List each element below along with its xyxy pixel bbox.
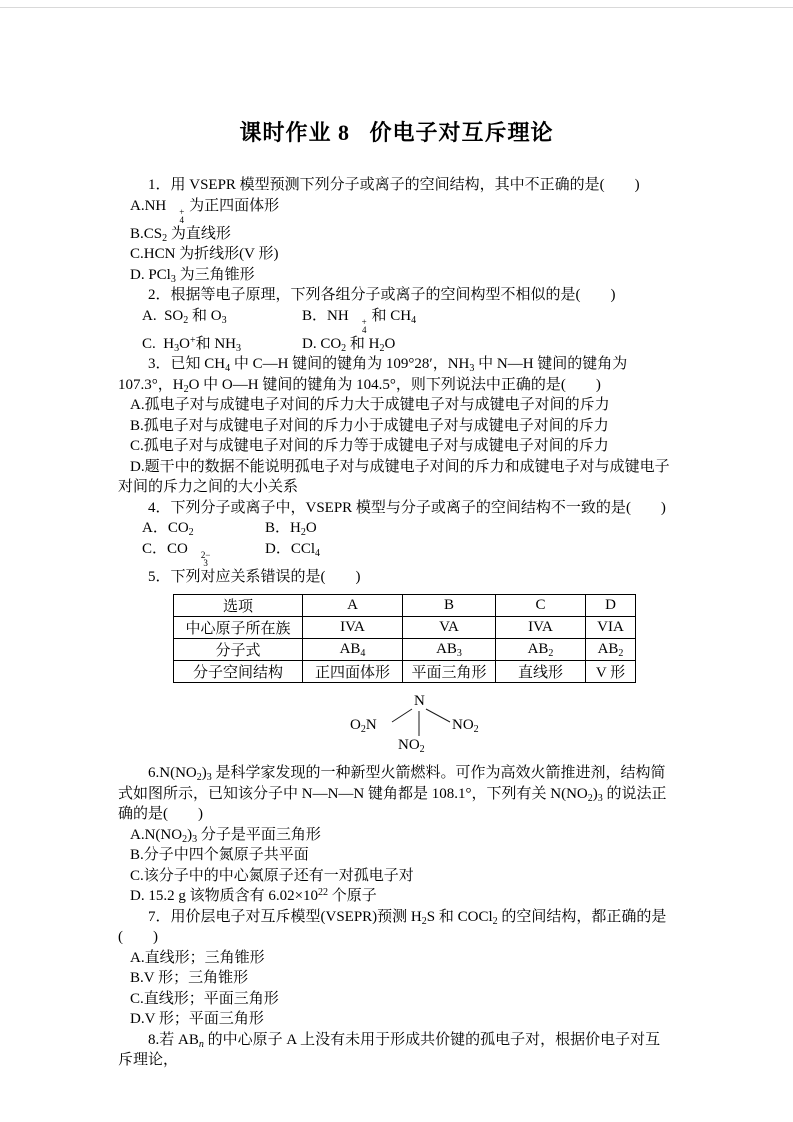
diagram-label-left-no2: $O_2N$ [350,717,377,735]
q5-table-cell: VIA [586,617,636,639]
q2-stem: 2．根据等电子原理，下列各组分子或离子的空间构型不相似的是( ) [148,287,616,303]
q2-options-row-1 [118,306,674,334]
q7-option-d: D.V 形；平面三角形 [130,1011,264,1027]
q2-option-d: D. $CO_2$ 和 $H_2O$ [302,335,396,354]
q6-option-b: B.分子中四个氮原子共平面 [130,847,309,863]
q4-option-b: B．$H_2O$ [265,520,317,538]
q5-table-cell: D [586,595,636,617]
diagram-label-right-no2: $NO_2$ [452,717,479,735]
q1-option-b: $B.CS_2$ 为直线形 [130,225,231,244]
q6-stem: $6.N(NO_2)_3$ 是科学家发现的一种新型火箭燃料。可作为高效火箭推进剂，结构简式如图所示，已知该分子中 N—N—N 键角都是 108.1°，下列有关 $N(NO_2)_3$ 的说法正确的是( ) [118,765,667,822]
q3-option-d: D.题干中的数据不能说明孤电子对与成键电子对间的斥力和成键电子对与成键电子对间的斥力之间的大小关系 [118,458,670,495]
q5-table-cell: 选项 [174,595,303,617]
worksheet-body [118,0,674,1071]
q5-table-cell: V 形 [586,661,636,683]
diagram-label-central-n: N [414,693,425,709]
q5-table-cell: VA [403,617,496,639]
q5-table-cell: $AB_3$ [403,639,496,661]
q1-option-d: D. PCl$_3$ 为三角锥形 [130,266,255,285]
q5-table-cell: A [303,595,403,617]
q5-table-cell: 分子式 [174,639,303,661]
q4-stem: 4．下列分子或离子中，VSEPR 模型与分子或离子的空间结构不一致的是( ) [148,499,666,516]
q5-table-cell: 直线形 [496,661,586,683]
q3-option-a: A.孤电子对与成键电子对间的斥力大于成键电子对与成键电子对间的斥力 [130,397,610,413]
q1-stem: 1．用 VSEPR 模型预测下列分子或离子的空间结构，其中不正确的是( ) [148,177,640,193]
q3-option-c: C.孤电子对与成键电子对间的斥力等于成键电子对与成键电子对间的斥力 [130,438,609,454]
q7-option-c: C.直线形；平面三角形 [130,990,279,1007]
q6-option-a: $A.N(NO_2)_3$ 分子是平面三角形 [130,826,321,845]
n-no2-3-structure-diagram [350,695,500,759]
q5-table-cell: 正四面体形 [303,661,403,683]
q5-table [173,594,636,683]
q5-table-row [174,661,636,683]
q7-option-a: A.直线形；三角锥形 [130,949,265,966]
q4-options-row-1 [118,518,674,539]
q5-table-cell: C [496,595,586,617]
q5-table-cell: IVA [496,617,586,639]
diagram-label-bottom-no2: $NO_2$ [398,737,425,755]
q8-stem: 8.若 $AB_n$ 的中心原子 A 上没有未用于形成共价键的孤电子对，根据价电子对互斥理论， [118,1031,661,1068]
q3-stem: 3．已知 $CH_4$ 中 C—H 键间的键角为 109°28′，$NH_3$ 中 N—H 键间的键角为 107.3°，$H_2O$ 中 O—H 键间的键角为 104.5°，则下列说法中正确的是( ) [118,356,628,395]
q4-option-a: A．$CO_2$ [142,520,194,538]
q7-option-b: B.V 形；三角锥形 [130,970,249,986]
q2-option-a: A. $SO_2$ 和 $O_3$ [142,307,227,326]
q5-table-cell: 中心原子所在族 [174,617,303,639]
q5-table-cell: 平面三角形 [403,661,496,683]
q2-options-row-2 [118,334,674,355]
q2-option-b: B．NH + 4 和 $CH_4$ [302,307,417,335]
q5-table-header-row [174,595,636,617]
q1-option-c: C.HCN 为折线形(V 形) [130,246,279,262]
q5-table-row [174,617,636,639]
q6-option-c: C.该分子中的中心氮原子还有一对孤电子对 [130,867,414,884]
page-title: 课时作业 8 价电子对互斥理论 [239,120,554,145]
q3-option-b: B.孤电子对与成键电子对间的斥力小于成键电子对与成键电子对间的斥力 [130,417,609,434]
q5-table-cell: $AB_4$ [303,639,403,661]
q4-option-d: D．CCl$_4$ [265,540,321,559]
q7-stem: 7．用价层电子对互斥模型(VSEPR)预测 $H_2S$ 和 COCl$_2$ 的空间结构，都正确的是( ) [118,908,667,945]
q5-table-cell: $AB_2$ [586,639,636,661]
q5-table-cell: B [403,595,496,617]
q5-table-cell: 分子空间结构 [174,661,303,683]
q1-option-a: A.NH + 4 为正四面体形 [130,197,280,225]
q4-option-c: C．CO 2− 3 [142,540,211,568]
q5-table-cell: IVA [303,617,403,639]
q5-table-cell: $AB_2$ [496,639,586,661]
q5-table-row [174,639,636,661]
q5-stem: 5．下列对应关系错误的是( ) [148,568,361,585]
q2-option-c: C. $H_3O^+$和 $NH_3$ [142,334,241,354]
q4-options-row-2 [118,539,674,567]
q6-option-d: D. 15.2 g 该物质含有 $6.02\times 10^{22}$ 个原子 [130,887,377,904]
